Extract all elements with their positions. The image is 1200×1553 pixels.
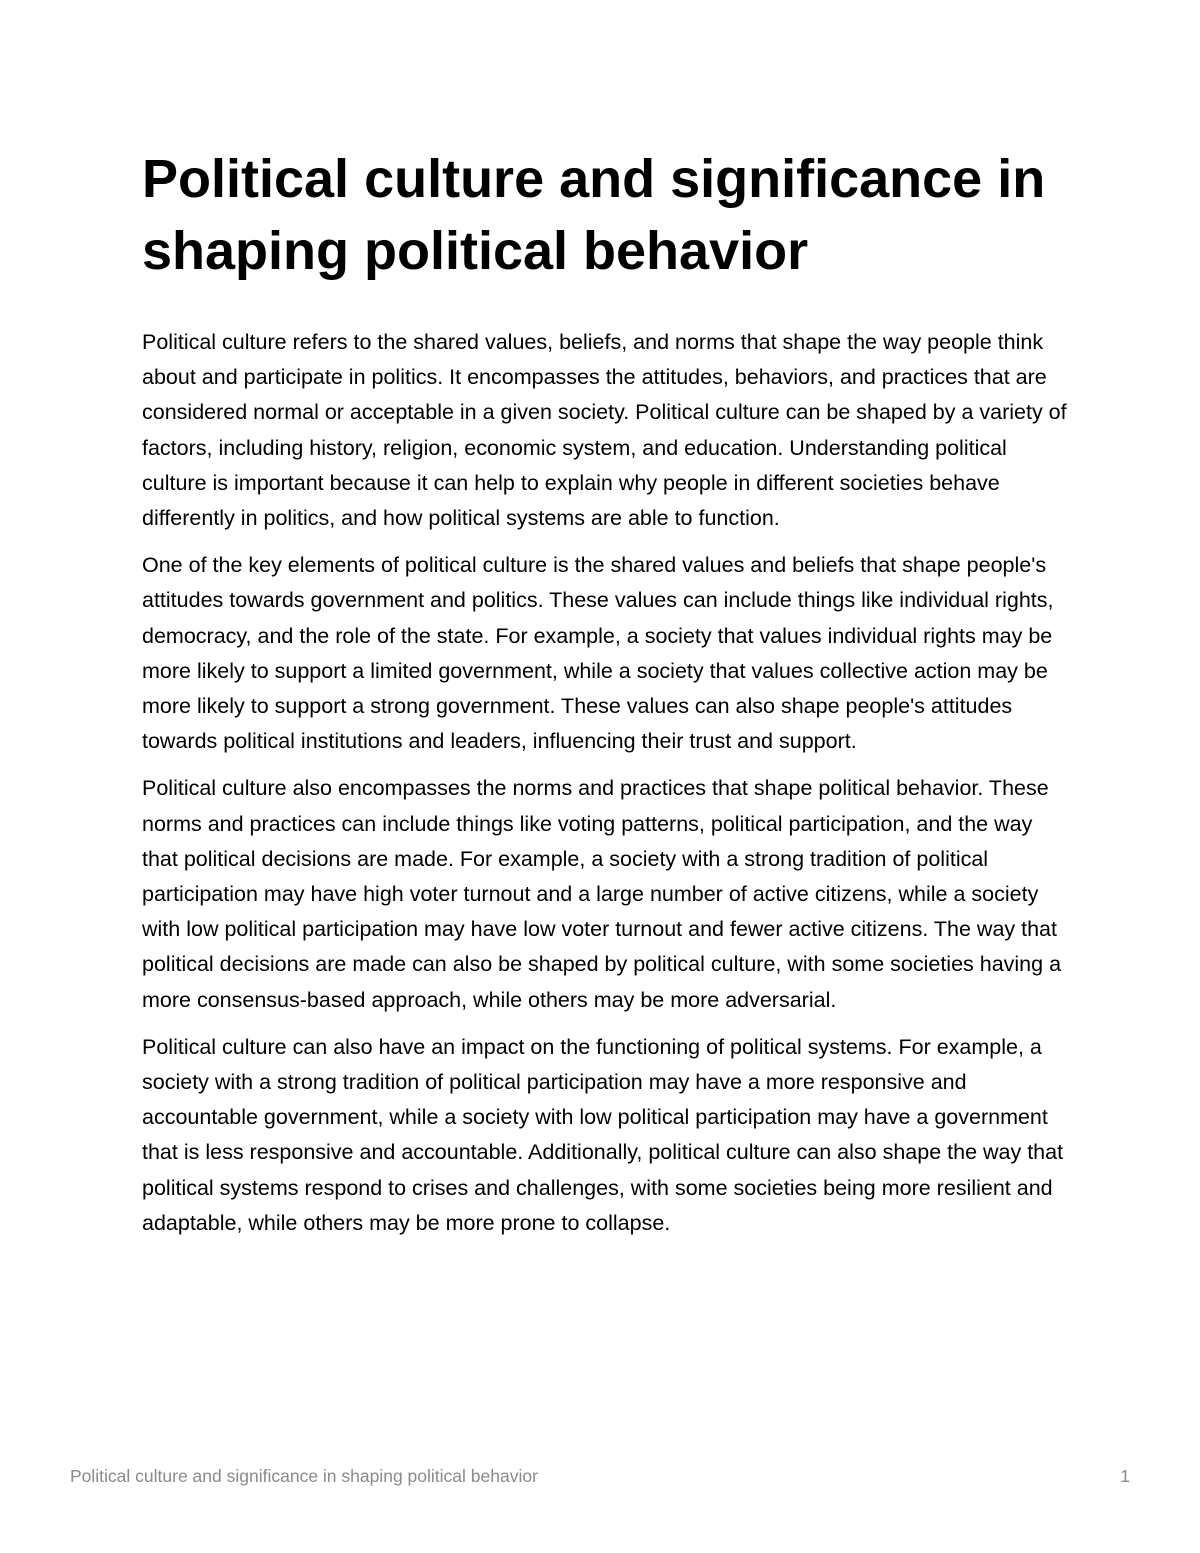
paragraph-4: Political culture can also have an impact on the functioning of political systems. For example, a society with a strong tradition of political participation may have a more responsive and accountable government, while a society with low political participation may have a government that is less responsive and accountable. Additionally, political culture can also shape the way that political systems respond to crises and challenges, with some societies being more resilient and adaptable, while others may be more prone to collapse. — [142, 1034, 1064, 1235]
document-body — [142, 325, 1067, 1241]
document-content — [142, 143, 1067, 1253]
paragraph-1: Political culture refers to the shared values, beliefs, and norms that shape the way people think about and participate in politics. It encompasses the attitudes, behaviors, and practices that are considered normal or acceptable in a given society. Political culture can be shaped by a variety of factors, including history, religion, economic system, and education. Understanding political culture is important because it can help to explain why people in different societies behave differently in politics, and how political systems are able to function. — [142, 330, 1067, 531]
page-footer — [70, 1466, 1130, 1490]
paragraph-3: Political culture also encompasses the norms and practices that shape political behavior. These norms and practices can include things like voting patterns, political participation, and the way that political decisions are made. For example, a society with a strong tradition of political participation may have high voter turnout and a large number of active citizens, while a society with low political participation may have low voter turnout and fewer active citizens. The way that political decisions are made can also be shaped by political culture, with some societies having a more consensus-based approach, while others may be more adversarial. — [142, 776, 1062, 1012]
page-number: 1 — [1120, 1466, 1130, 1486]
paragraph-2: One of the key elements of political culture is the shared values and beliefs that shape people's attitudes towards government and politics. These values can include things like individual rights, democracy, and the role of the state. For example, a society that values individual rights may be more likely to support a limited government, while a society that values collective action may be more likely to support a strong government. These values can also shape people's attitudes towards political institutions and leaders, influencing their trust and support. — [142, 553, 1054, 754]
footer-title: Political culture and significance in shaping political behavior — [70, 1466, 538, 1486]
document-title: Political culture and significance in shaping political behavior — [142, 149, 1046, 281]
